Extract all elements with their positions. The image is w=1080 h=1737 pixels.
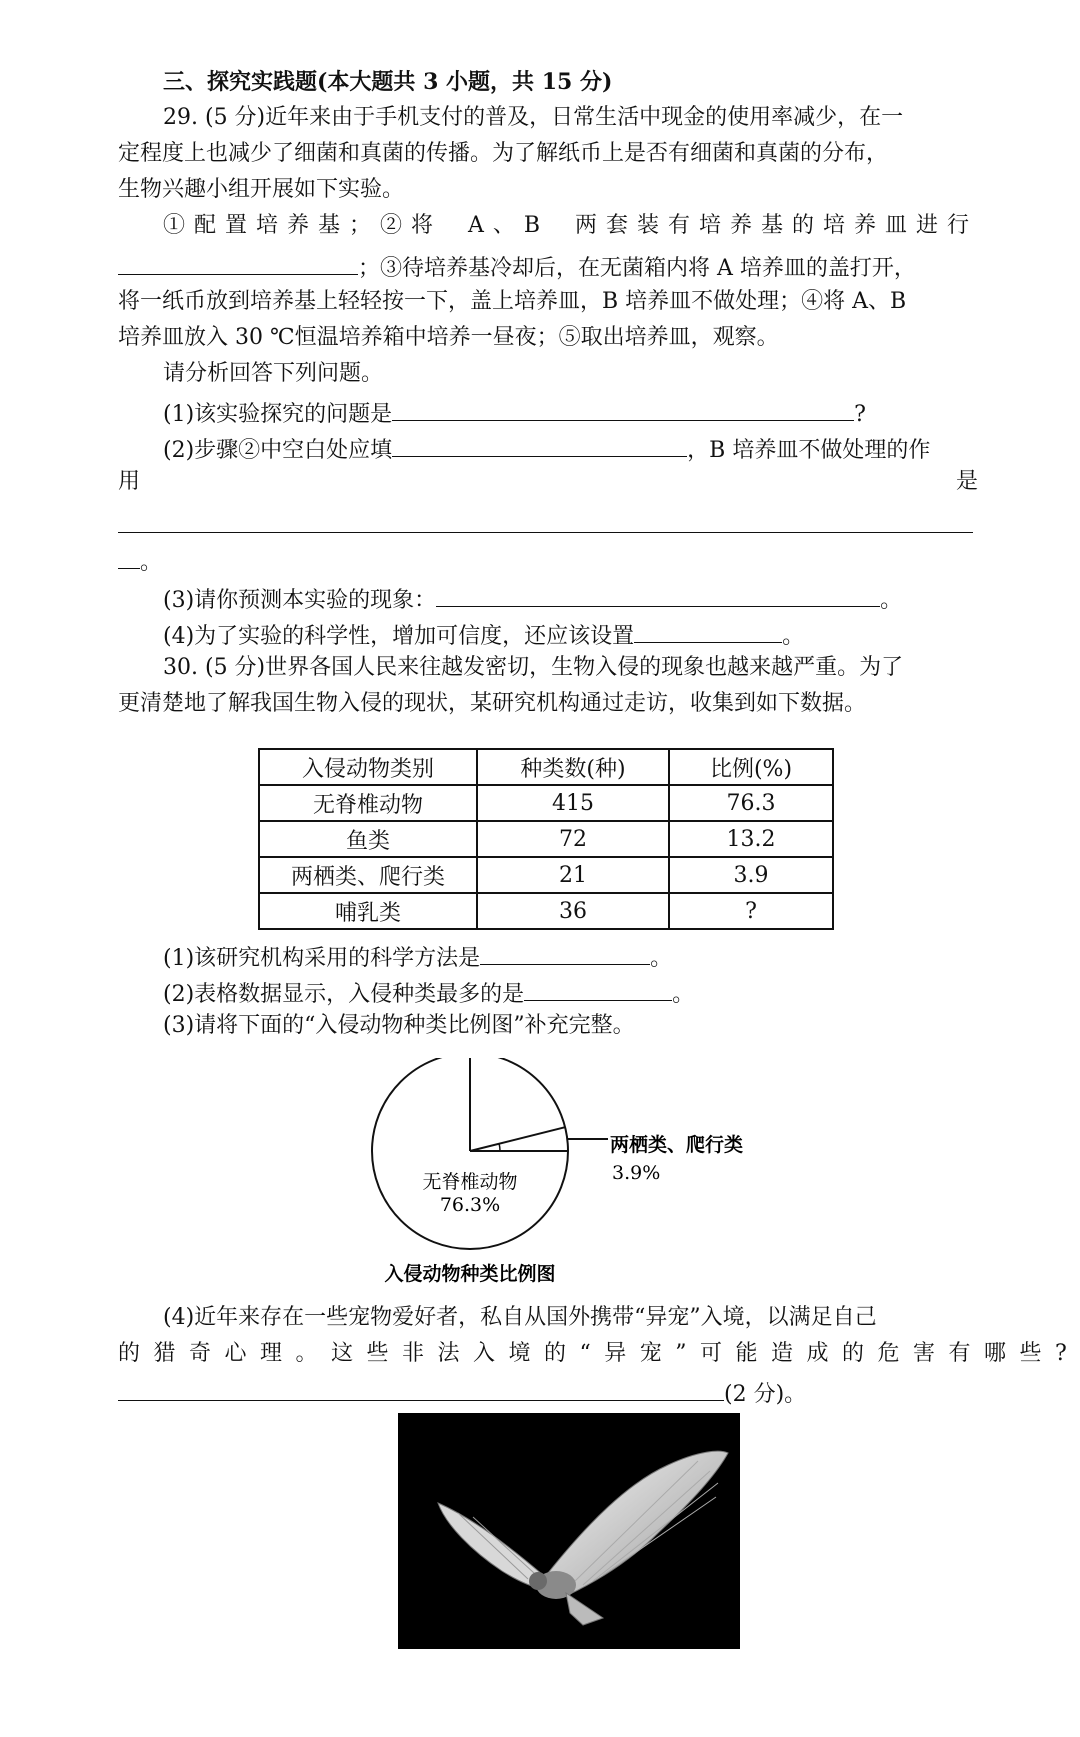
q29-sub2-yong: 用 bbox=[118, 469, 141, 494]
table-cell: 36 bbox=[477, 893, 669, 929]
answer-blank-q30-1[interactable] bbox=[480, 936, 650, 965]
table-row bbox=[259, 785, 833, 821]
table-row bbox=[259, 821, 833, 857]
q29-steps-line-2-text: ；③待培养基冷却后，在无菌箱内将 A 培养皿的盖打开， bbox=[358, 256, 916, 281]
q30-sub2-text: (2)表格数据显示，入侵种类最多的是 bbox=[163, 982, 525, 1007]
table-cell: 鱼类 bbox=[259, 821, 477, 857]
q29-sub2-end: 。 bbox=[140, 550, 163, 575]
q29-sub4-text: (4)为了实验的科学性，增加可信度，还应该设置 bbox=[163, 624, 635, 649]
q29-steps-line-1-part-1: ①配置培养基；②将 bbox=[163, 213, 443, 238]
q29-sub3-text: (3)请你预测本实验的现象： bbox=[163, 588, 437, 613]
answer-blank-q29-4[interactable] bbox=[634, 614, 782, 643]
table-cell: 21 bbox=[477, 857, 669, 893]
table-cell: 13.2 bbox=[669, 821, 833, 857]
q29-sub1-end: ? bbox=[854, 402, 866, 427]
answer-blank-q30-2[interactable] bbox=[524, 972, 672, 1001]
table-cell: 415 bbox=[477, 785, 669, 821]
q29-sub3 bbox=[163, 578, 1023, 619]
q29-sub3-end: 。 bbox=[880, 588, 903, 613]
q29-sub2-shi: 是 bbox=[955, 469, 978, 494]
q30-sub3: (3)请将下面的“入侵动物种类比例图”补充完整。 bbox=[163, 1013, 635, 1038]
q30-intro-line-1: 30. (5 分)世界各国人民来往越发密切，生物入侵的现象也越来越严重。为了 bbox=[163, 655, 904, 680]
invasive-species-pie-chart bbox=[360, 1058, 800, 1288]
pie-label-amphibian: 两栖类、爬行类 bbox=[610, 1134, 744, 1156]
pie-value-amphibian: 3.9% bbox=[612, 1162, 661, 1184]
q30-sub1 bbox=[163, 936, 1023, 977]
q29-sub4-end: 。 bbox=[782, 624, 805, 649]
pie-label-invertebrate: 无脊椎动物 bbox=[422, 1171, 518, 1193]
table-row bbox=[259, 893, 833, 929]
q30-sub1-end: 。 bbox=[650, 946, 673, 971]
table-cell: 3.9 bbox=[669, 857, 833, 893]
q30-sub4-line-1: (4)近年来存在一些宠物爱好者，私自从国外携带“异宠”入境，以满足自己 bbox=[163, 1305, 877, 1330]
q29-sub4 bbox=[163, 614, 1023, 655]
q29-sub2-line-3 bbox=[118, 504, 978, 534]
q29-sub2 bbox=[163, 428, 1023, 469]
q30-sub4-line-3-text: (2 分)。 bbox=[724, 1382, 807, 1407]
q29-sub1-text: (1)该实验探究的问题是 bbox=[163, 402, 393, 427]
table-cell: 无脊椎动物 bbox=[259, 785, 477, 821]
q29-steps-line-1-part-3: 两套装有培养基的培养皿进行 bbox=[574, 213, 978, 238]
table-cell: 72 bbox=[477, 821, 669, 857]
pie-radius-amphibian-boundary bbox=[470, 1127, 565, 1151]
q30-sub4-line-3 bbox=[118, 1372, 978, 1413]
q30-sub4-line-2-text: 的猎奇心理。这些非法入境的“异宠”可能造成的危害有哪些 bbox=[118, 1341, 1055, 1366]
pie-chart-title: 入侵动物种类比例图 bbox=[384, 1263, 556, 1285]
q29-prompt: 请分析回答下列问题。 bbox=[163, 361, 384, 386]
q29-sub1 bbox=[163, 392, 1023, 433]
table-cell: 76.3 bbox=[669, 785, 833, 821]
bird-robot-photo bbox=[398, 1413, 740, 1649]
table-row bbox=[259, 857, 833, 893]
q29-steps-line-1 bbox=[163, 208, 978, 244]
q30-intro-line-2: 更清楚地了解我国生物入侵的现状，某研究机构通过走访，收集到如下数据。 bbox=[118, 691, 867, 716]
answer-blank-step2[interactable] bbox=[118, 246, 358, 275]
q29-sub2-text-2: ，B 培养皿不做处理的作 bbox=[687, 438, 931, 463]
table-cell: ? bbox=[669, 893, 833, 929]
pie-angle-mark bbox=[499, 1144, 500, 1151]
q29-steps-line-1-part-2: A、B bbox=[467, 213, 550, 238]
q29-steps-line-2 bbox=[118, 246, 978, 287]
q30-sub2-end: 。 bbox=[672, 982, 695, 1007]
invasive-species-table bbox=[258, 748, 834, 930]
table-cell: 两栖类、爬行类 bbox=[259, 857, 477, 893]
pie-value-invertebrate: 76.3% bbox=[439, 1194, 501, 1216]
answer-blank-q29-2c[interactable] bbox=[118, 540, 140, 569]
q30-sub2 bbox=[163, 972, 1023, 1013]
answer-blank-q29-2a[interactable] bbox=[392, 428, 687, 457]
q29-sub2-line-2 bbox=[118, 464, 978, 500]
q30-sub1-text: (1)该研究机构采用的科学方法是 bbox=[163, 946, 481, 971]
q30-sub4-line-2-mark: ? bbox=[1055, 1341, 1067, 1366]
q29-sub2-line-4 bbox=[118, 540, 978, 581]
q29-intro-line-2: 定程度上也减少了细菌和真菌的传播。为了解纸币上是否有细菌和真菌的分布， bbox=[118, 141, 889, 166]
table-header-cell: 种类数(种) bbox=[477, 749, 669, 785]
q29-sub2-text: (2)步骤②中空白处应填 bbox=[163, 438, 393, 463]
answer-blank-q29-1[interactable] bbox=[392, 392, 854, 421]
q29-steps-line-4: 培养皿放入 30 ℃恒温培养箱中培养一昼夜；⑤取出培养皿，观察。 bbox=[118, 325, 779, 350]
q29-intro-line-3: 生物兴趣小组开展如下实验。 bbox=[118, 177, 405, 202]
table-header-cell: 入侵动物类别 bbox=[259, 749, 477, 785]
table-cell: 哺乳类 bbox=[259, 893, 477, 929]
answer-blank-q29-2b[interactable] bbox=[118, 504, 973, 533]
table-header-cell: 比例(%) bbox=[669, 749, 833, 785]
bird-illustration bbox=[398, 1413, 740, 1649]
q29-intro-line-1: 29. (5 分)近年来由于手机支付的普及，日常生活中现金的使用率减少，在一 bbox=[163, 105, 904, 130]
q30-sub4-line-2 bbox=[118, 1336, 1067, 1372]
answer-blank-q29-3[interactable] bbox=[436, 578, 880, 607]
q29-steps-line-3: 将一纸币放到培养基上轻轻按一下，盖上培养皿，B 培养皿不做处理；④将 A、B bbox=[118, 289, 907, 314]
section-title: 三、探究实践题(本大题共 3 小题，共 15 分) bbox=[163, 69, 613, 95]
table-header-row bbox=[259, 749, 833, 785]
answer-blank-q30-4[interactable] bbox=[118, 1372, 724, 1401]
